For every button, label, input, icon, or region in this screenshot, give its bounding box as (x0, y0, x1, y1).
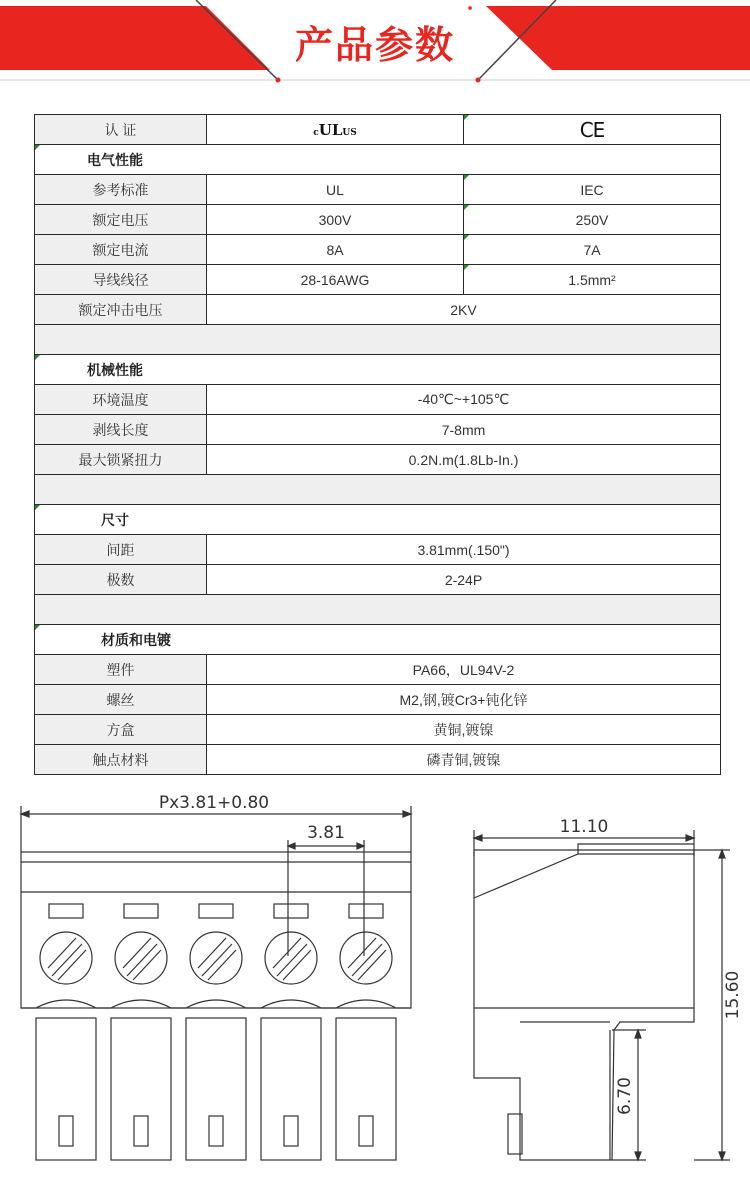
ul-value: 8A (207, 235, 464, 265)
contact-pin (261, 1018, 321, 1160)
row-value: 3.81mm(.150") (207, 535, 721, 565)
row-label: 方盒 (35, 715, 207, 745)
side-width-label: 11.10 (559, 817, 609, 837)
spacer-row (35, 325, 721, 355)
side-height-label: 15.60 (723, 970, 743, 1020)
section-materials (35, 625, 721, 655)
wire-slot (49, 904, 83, 918)
row-value: M2,钢,镀Cr3+钝化锌 (207, 685, 721, 715)
row-value: 磷青铜,镀镍 (207, 745, 721, 775)
contact-pin (186, 1018, 246, 1160)
pin-length-label: 6.70 (615, 1077, 635, 1115)
contact-pin (111, 1018, 171, 1160)
screw-slot-line (273, 938, 301, 968)
row-label: 额定电压 (35, 205, 207, 235)
iec-value: 250V (464, 205, 721, 235)
row-label: 额定冲击电压 (35, 295, 207, 325)
pin-window (359, 1116, 373, 1146)
contact-pin (36, 1018, 96, 1160)
table-row (35, 655, 721, 685)
side-view (474, 830, 730, 1160)
pin-window (134, 1116, 148, 1146)
pin-window (59, 1116, 73, 1146)
row-value: 2-24P (207, 565, 721, 595)
spec-table (34, 114, 721, 775)
ul-logo-cell (207, 115, 464, 145)
row-label: 触点材料 (35, 745, 207, 775)
section-title: 电气性能 (87, 151, 143, 168)
row-value: 2KV (207, 295, 721, 325)
table-row (35, 445, 721, 475)
table-row (35, 685, 721, 715)
row-label: 额定电流 (35, 235, 207, 265)
technical-drawing (0, 780, 750, 1178)
wire-slot (274, 904, 308, 918)
row-value: 0.2N.m(1.8Lb-In.) (207, 445, 721, 475)
table-row (35, 535, 721, 565)
table-row (35, 715, 721, 745)
ul-logo: cULUS (313, 120, 357, 139)
iec-value: 7A (464, 235, 721, 265)
pin-window (209, 1116, 223, 1146)
row-label: 参考标准 (35, 175, 207, 205)
ul-value: 28-16AWG (207, 265, 464, 295)
cert-row (35, 115, 721, 145)
row-label: 螺丝 (35, 685, 207, 715)
drawing-canvas (0, 780, 750, 1178)
ul-value: UL (207, 175, 464, 205)
row-value: -40℃~+105℃ (207, 385, 721, 415)
row-value: 7-8mm (207, 415, 721, 445)
wire-slot (124, 904, 158, 918)
header-banner (0, 0, 750, 88)
pitch-dimension-label: 3.81 (307, 823, 345, 843)
table-row (35, 565, 721, 595)
screw-head (340, 932, 392, 984)
section-title: 机械性能 (87, 361, 143, 378)
pin-window (284, 1116, 298, 1146)
table-row (35, 745, 721, 775)
spacer-row (35, 595, 721, 625)
table-row (35, 235, 721, 265)
row-label: 环境温度 (35, 385, 207, 415)
section-title: 材质和电镀 (101, 631, 171, 648)
contact-pin (336, 1018, 396, 1160)
iec-value: IEC (464, 175, 721, 205)
iec-value: 1.5mm² (464, 265, 721, 295)
table-row (35, 175, 721, 205)
housing-edge (21, 1000, 411, 1008)
page-title: 产品参数 (294, 23, 455, 67)
ce-logo: CE (579, 117, 605, 142)
screw-head (190, 932, 242, 984)
ce-logo-cell (464, 115, 721, 145)
screw-slot-line (348, 938, 376, 968)
row-value: PA66，UL94V-2 (207, 655, 721, 685)
table-row (35, 295, 721, 325)
wire-slot (349, 904, 383, 918)
screw-slot-line (123, 938, 151, 968)
screw-slot-line (198, 938, 226, 968)
row-label: 导线线径 (35, 265, 207, 295)
row-label: 间距 (35, 535, 207, 565)
screw-head (115, 932, 167, 984)
table-row (35, 205, 721, 235)
row-label: 塑件 (35, 655, 207, 685)
row-label: 极数 (35, 565, 207, 595)
cert-label: 认 证 (35, 115, 207, 145)
screw-head (265, 932, 317, 984)
front-view (21, 806, 411, 1160)
table-row (35, 415, 721, 445)
section-title: 尺寸 (101, 511, 129, 528)
table-row (35, 385, 721, 415)
overall-dimension-label: Px3.81+0.80 (158, 793, 270, 813)
screw-head (40, 932, 92, 984)
row-value: 黄铜,镀镍 (207, 715, 721, 745)
section-dimensions (35, 505, 721, 535)
row-label: 最大锁紧扭力 (35, 445, 207, 475)
wire-slot (199, 904, 233, 918)
row-label: 剥线长度 (35, 415, 207, 445)
screw-slot-line (48, 938, 76, 968)
section-mechanical (35, 355, 721, 385)
spacer-row (35, 475, 721, 505)
section-electrical (35, 145, 721, 175)
ul-value: 300V (207, 205, 464, 235)
table-row (35, 265, 721, 295)
